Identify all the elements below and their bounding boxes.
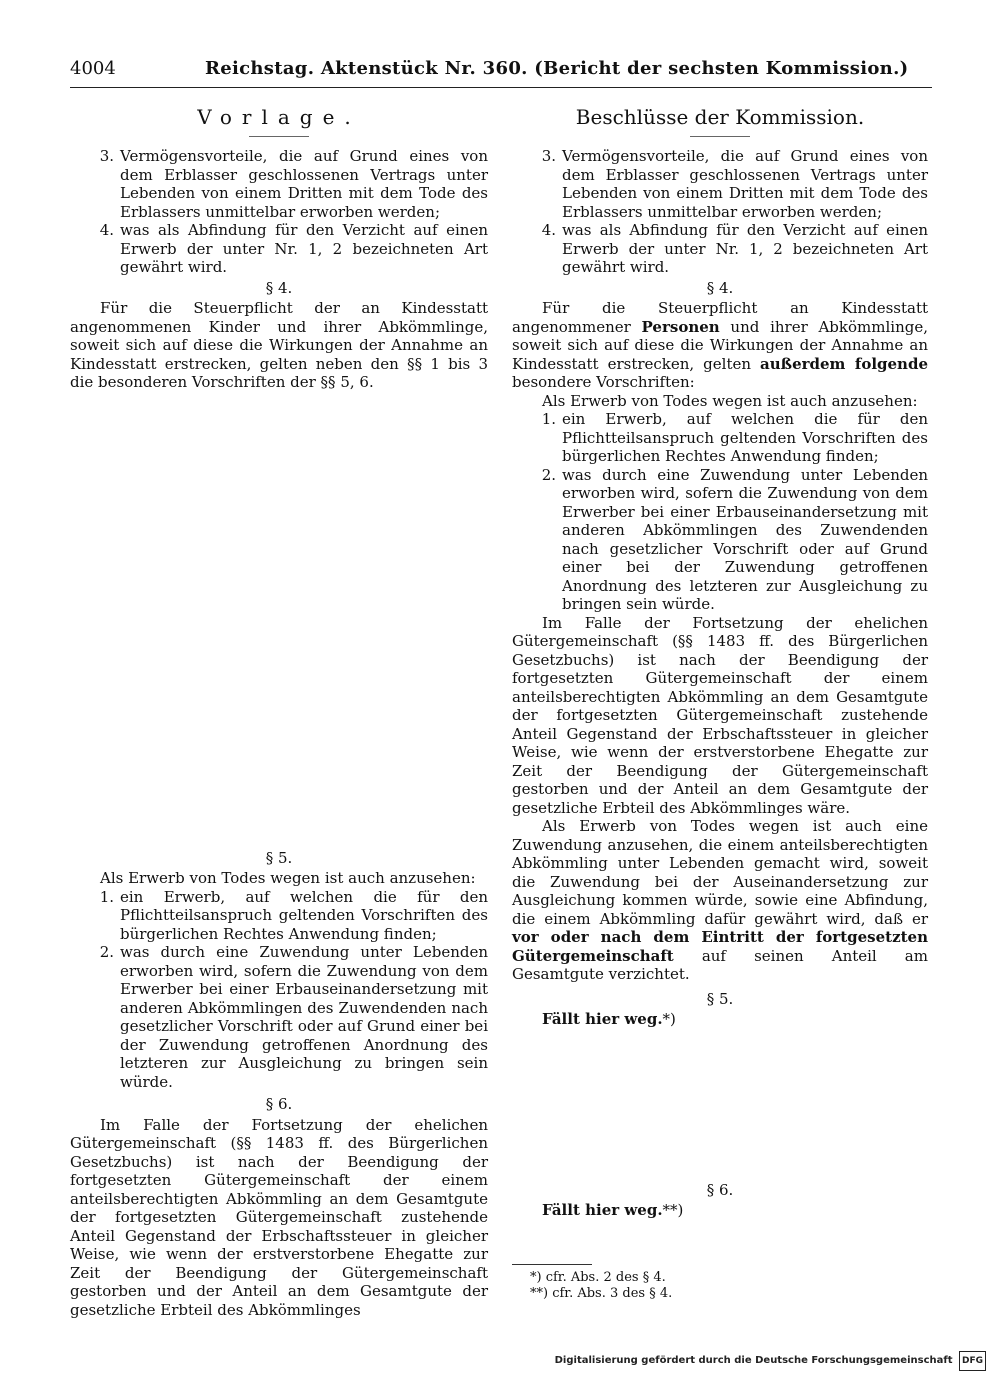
footnote-ref: **) bbox=[662, 1201, 684, 1219]
list-item: 2. was durch eine Zuwendung unter Lebenden erworben wird, sofern die Zuwendung von dem Erwerber bei einer Erbauseinandersetzung mit anderen Abkömmlingen des Zuwendenden nach gesetzlicher Vorschrift oder auf Grund einer bei der Zuwendung getroffenen Anordnung des letzteren zur Ausgleichung zu bringen sein würde. bbox=[541, 465, 928, 613]
title-rule bbox=[249, 136, 309, 137]
amended-text: Personen bbox=[641, 317, 720, 336]
section-text: Für die Steuerpflicht der an Kindesstatt angenommenen Kinder und ihrer Abkömmlinge, soweit sich auf diese die Wirkungen der Annahme an Kindesstatt erstrecken, gelten neben den §§ 1 bis 3 die besonderen Vorschriften der §§ 5, 6. bbox=[70, 299, 488, 391]
sub-list bbox=[532, 410, 928, 614]
list-item: 2. was durch eine Zuwendung unter Lebenden erworben wird, sofern die Zuwendung von dem Erwerber bei einer Erbauseinandersetzung mit anderen Abkömmlingen des Zuwendenden nach gesetzlicher Vorschrift oder auf Grund einer bei der Zuwendung getroffenen Anordnung des letzteren zur Ausgleichung zu bringen sein würde. bbox=[99, 943, 488, 1091]
running-title: Reichstag. Aktenstück Nr. 360. (Bericht der sechsten Kommission.) bbox=[205, 58, 909, 79]
left-column-title: Vorlage. bbox=[197, 105, 361, 129]
list-item: 1. ein Erwerb, auf welchen die für den Pflichtteilsanspruch geltenden Vorschriften des bürgerlichen Rechtes Anwendung finden; bbox=[541, 410, 928, 465]
amended-text: vor oder nach dem Eintritt der fortgesetzten Gütergemeinschaft bbox=[512, 928, 928, 965]
section-intro: Als Erwerb von Todes wegen ist auch anzusehen: bbox=[100, 869, 476, 887]
section-heading: § 6. bbox=[265, 1095, 293, 1113]
section-text: Für die Steuerpflicht an Kindesstatt angenommener Personen und ihrer Abkömmlinge, soweit sich auf diese die Wirkungen der Annahme an Kindesstatt erstrecken, gelten außerdem folgende besondere Vorschriften: bbox=[512, 299, 928, 391]
section-heading: § 5. bbox=[265, 848, 293, 867]
list-item: 4. was als Abfindung für den Verzicht auf einen Erwerb der unter Nr. 1, 2 bezeichneten Art gewährt wird. bbox=[99, 221, 488, 276]
page-number: 4004 bbox=[70, 58, 116, 79]
title-rule bbox=[690, 136, 750, 137]
deleted-note: Fällt hier weg.**) bbox=[542, 1201, 684, 1219]
page-header bbox=[70, 60, 932, 84]
section-intro: Als Erwerb von Todes wegen ist auch anzusehen: bbox=[542, 391, 918, 410]
deleted-note: Fällt hier weg.*) bbox=[542, 1010, 676, 1028]
footnote: *) cfr. Abs. 2 des § 4. bbox=[530, 1270, 666, 1285]
list-item: 4. was als Abfindung für den Verzicht auf einen Erwerb der unter Nr. 1, 2 bezeichneten Art gewährt wird. bbox=[541, 221, 928, 276]
sub-list bbox=[90, 888, 488, 1092]
column-gap bbox=[512, 1029, 928, 1179]
right-column-beschluesse bbox=[512, 105, 928, 1220]
footnote-rule bbox=[512, 1264, 592, 1265]
section-heading: § 6. bbox=[706, 1180, 734, 1199]
section-heading: § 5. bbox=[706, 989, 734, 1008]
dfg-logo: DFG bbox=[959, 1351, 986, 1372]
right-column-title: Beschlüsse der Kommission. bbox=[575, 105, 865, 129]
amended-text: außerdem folgende bbox=[760, 354, 928, 373]
section-heading: § 4. bbox=[706, 278, 734, 297]
list-item: 1. ein Erwerb, auf welchen die für den Pflichtteilsanspruch geltenden Vorschriften des bürgerlichen Rechtes Anwendung finden; bbox=[99, 887, 488, 943]
section-text: Im Falle der Fortsetzung der ehelichen Gütergemeinschaft (§§ 1483 ff. des Bürgerlichen Gesetzbuchs) ist nach der Beendigung der fortgesetzten Gütergemeinschaft der einem anteilsberechtigten Abkömmling an dem Gesamtgute der fortgesetzten Gütergemeinschaft zustehende Anteil Gegenstand der Erbschaftssteuer in gleicher Weise, wie wenn der erstverstorbene Ehegatte zur Zeit der Beendigung der Gütergemeinschaft gestorben und der Anteil an dem Gesamtgute der gesetzliche Erbteil des Abkömmlinges wäre. bbox=[512, 613, 928, 817]
section-text: Im Falle der Fortsetzung der ehelichen Gütergemeinschaft (§§ 1483 ff. des Bürgerlichen Gesetzbuchs) ist nach der Beendigung der fortgesetzten Gütergemeinschaft der einem anteilsberechtigten Abkömmling an dem Gesamtgute der fortgesetzten Gütergemeinschaft zustehende Anteil Gegenstand der Erbschaftssteuer in gleicher Weise, wie wenn der erstverstorbene Ehegatte zur Zeit der Beendigung der Gütergemeinschaft gestorben und der Anteil an dem Gesamtgute der gesetzliche Erbteil des Abkömmlinges bbox=[70, 1115, 488, 1319]
digitization-credit: Digitalisierung gefördert durch die Deutsche Forschungsgemeinschaft DFG bbox=[555, 1351, 986, 1372]
header-rule bbox=[70, 87, 932, 88]
left-column-vorlage bbox=[70, 105, 488, 1319]
list-item: 3. Vermögensvorteile, die auf Grund eines von dem Erblasser geschlossenen Vertrags unter Lebenden von einem Dritten mit dem Tode des Erblassers unmittelbar erworben werden; bbox=[541, 147, 928, 221]
footnote-ref: *) bbox=[662, 1010, 676, 1028]
footnote: **) cfr. Abs. 3 des § 4. bbox=[530, 1286, 673, 1301]
column-gap bbox=[70, 392, 488, 847]
list-item: 3. Vermögensvorteile, die auf Grund eines von dem Erblasser geschlossenen Vertrags unter Lebenden von einem Dritten mit dem Tode des Erblassers unmittelbar erworben werden; bbox=[99, 147, 488, 221]
section-heading: § 4. bbox=[265, 278, 293, 297]
section-text: Als Erwerb von Todes wegen ist auch eine Zuwendung anzusehen, die einem anteilsberechtigten Abkömmling unter Lebenden gemacht wird, soweit die Zuwendung bei der Auseinandersetzung zur Ausgleichung kommen würde, sowie eine Abfindung, die einem Abkömmling dafür gewährt wird, daß er vor oder nach dem Eintritt der fortgesetzten Gütergemeinschaft auf seinen Anteil am Gesamtgute verzichtet. bbox=[512, 817, 928, 983]
